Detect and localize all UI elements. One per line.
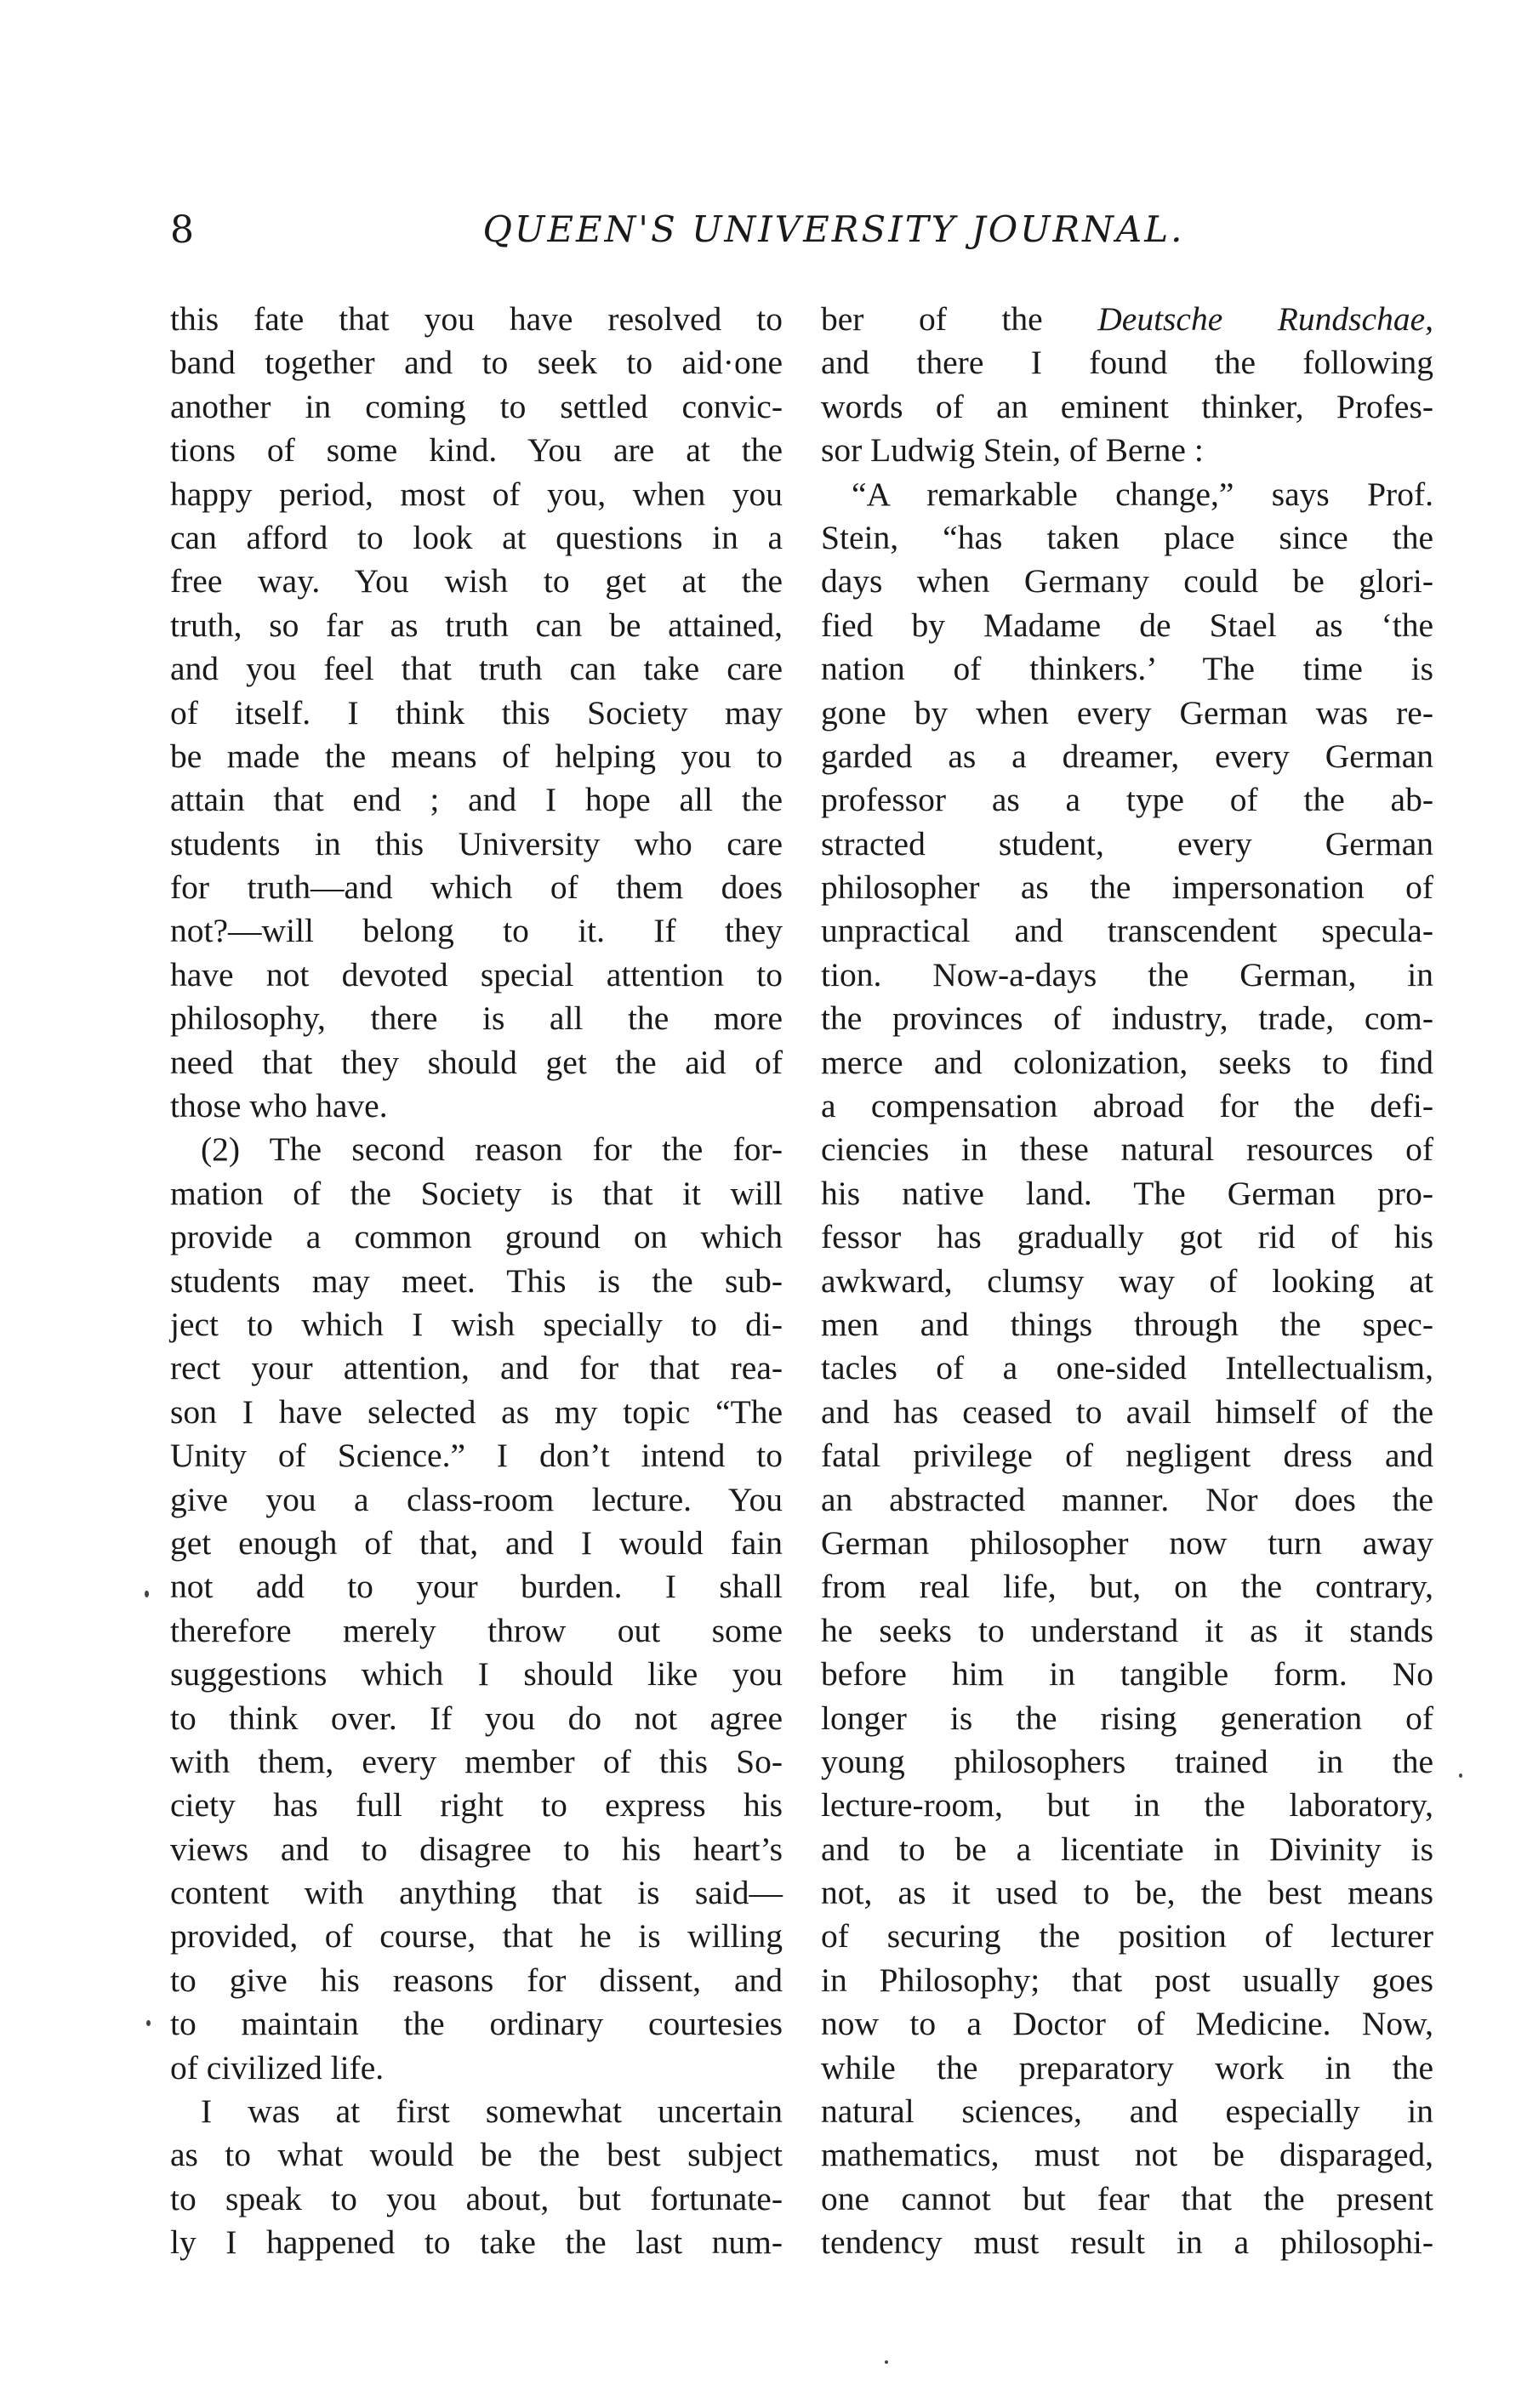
text-line: now to a Doctor of Medicine. Now, <box>821 2005 1433 2043</box>
text-line: ciety has full right to express his <box>170 1786 783 1825</box>
paper-speck <box>146 2020 151 2026</box>
text-line: to maintain the ordinary courtesies <box>170 2005 783 2043</box>
text-line: his native land. The German pro- <box>821 1174 1433 1212</box>
text-line: days when Germany could be glori- <box>821 562 1433 601</box>
text-line: not, as it used to be, the best means <box>821 1874 1433 1912</box>
text-line: as to what would be the best subject <box>170 2136 783 2174</box>
text-line: “A remarkable change,” says Prof. <box>852 475 1433 513</box>
text-line: can afford to look at questions in a <box>170 518 783 556</box>
text-line: merce and colonization, seeks to find <box>821 1043 1433 1081</box>
text-line: for truth—and which of them does <box>170 868 783 907</box>
text-line: rect your attention, and for that rea- <box>170 1349 783 1387</box>
text-line: provide a common ground on which <box>170 1218 783 1256</box>
text-line: Stein, “has taken place since the <box>821 518 1433 556</box>
text-line: and there I found the following <box>821 344 1433 382</box>
text-line: mathematics, must not be disparaged, <box>821 2136 1433 2174</box>
text-line: of itself. I think this Society may <box>170 693 783 732</box>
text-line: philosophy, there is all the more <box>170 999 783 1038</box>
text-line: tendency must result in a philosophi- <box>821 2223 1433 2262</box>
text-line: get enough of that, and I would fain <box>170 1523 783 1562</box>
text-line: from real life, but, on the contrary, <box>821 1568 1433 1606</box>
page-header <box>170 208 1429 268</box>
text-line: fied by Madame de Stael as ‘the <box>821 606 1433 644</box>
text-line: views and to disagree to his heart’s <box>170 1830 783 1868</box>
text-line: son I have selected as my topic “The <box>170 1392 783 1431</box>
text-line: have not devoted special attention to <box>170 955 783 993</box>
text-line: give you a class-room lecture. You <box>170 1480 783 1518</box>
text-line: to give his reasons for dissent, and <box>170 1961 783 1999</box>
text-line: (2) The second reason for the for- <box>201 1130 783 1169</box>
text-line: provided, of course, that he is willing <box>170 1917 783 1955</box>
text-line: fatal privilege of negligent dress and <box>821 1437 1433 1475</box>
text-line: suggestions which I should like you <box>170 1655 783 1694</box>
text-line: longer is the rising generation of <box>821 1699 1433 1737</box>
text-line: content with anything that is said— <box>170 1874 783 1912</box>
paper-speck <box>145 1591 149 1597</box>
text-line: a compensation abroad for the defi- <box>821 1087 1433 1125</box>
text-line: and to be a licentiate in Divinity is <box>821 1830 1433 1868</box>
text-line: men and things through the spec- <box>821 1305 1433 1343</box>
text-line: in Philosophy; that post usually goes <box>821 1961 1433 1999</box>
text-line: he seeks to understand it as it stands <box>821 1611 1433 1649</box>
text-line: those who have. <box>170 1087 388 1125</box>
text-line: students in this University who care <box>170 824 783 862</box>
text-line: the provinces of industry, trade, com- <box>821 999 1433 1038</box>
text-line: an abstracted manner. Nor does the <box>821 1480 1433 1518</box>
text-line: not?—will belong to it. If they <box>170 912 783 950</box>
line-text: ber of the <box>821 300 1098 338</box>
text-line: I was at first somewhat uncertain <box>201 2092 783 2131</box>
text-line: this fate that you have resolved to <box>170 300 783 338</box>
page-number: 8 <box>170 208 194 252</box>
text-line: tions of some kind. You are at the <box>170 431 783 470</box>
text-line: band together and to seek to aid·one <box>170 344 783 382</box>
text-line: with them, every member of this So- <box>170 1742 783 1780</box>
text-line: sor Ludwig Stein, of Berne : <box>821 431 1204 470</box>
text-line: happy period, most of you, when you <box>170 475 783 513</box>
text-line: be made the means of helping you to <box>170 737 783 775</box>
text-line: nation of thinkers.’ The time is <box>821 650 1433 688</box>
text-line: philosopher as the impersonation of <box>821 868 1433 907</box>
text-line: ciencies in these natural resources of <box>821 1130 1433 1169</box>
text-line: tion. Now-a-days the German, in <box>821 955 1433 993</box>
text-line: and has ceased to avail himself of the <box>821 1392 1433 1431</box>
text-line: fessor has gradually got rid of his <box>821 1218 1433 1256</box>
text-line: therefore merely throw out some <box>170 1611 783 1649</box>
text-line: before him in tangible form. No <box>821 1655 1433 1694</box>
text-line: young philosophers trained in the <box>821 1742 1433 1780</box>
text-line: of securing the position of lecturer <box>821 1917 1433 1955</box>
text-line: Unity of Science.” I don’t intend to <box>170 1437 783 1475</box>
text-line: another in coming to settled convic- <box>170 387 783 425</box>
periodical-title: Deutsche Rundschae, <box>1097 300 1433 338</box>
text-line: free way. You wish to get at the <box>170 562 783 601</box>
text-line: gone by when every German was re- <box>821 693 1433 732</box>
text-line: garded as a dreamer, every German <box>821 737 1433 775</box>
text-line <box>821 298 1433 341</box>
text-line: stracted student, every German <box>821 824 1433 862</box>
text-line: while the preparatory work in the <box>821 2048 1433 2086</box>
paper-speck <box>885 2360 888 2364</box>
text-line: professor as a type of the ab- <box>821 781 1433 819</box>
text-line: words of an eminent thinker, Profes- <box>821 387 1433 425</box>
text-line: unpractical and transcendent specula- <box>821 912 1433 950</box>
text-line: attain that end ; and I hope all the <box>170 781 783 819</box>
text-line: and you feel that truth can take care <box>170 650 783 688</box>
text-line: German philosopher now turn away <box>821 1523 1433 1562</box>
text-line: lecture-room, but in the laboratory, <box>821 1786 1433 1825</box>
paper-speck <box>1459 1773 1462 1778</box>
text-line: tacles of a one-sided Intellectualism, <box>821 1349 1433 1387</box>
text-line: need that they should get the aid of <box>170 1043 783 1081</box>
right-column <box>821 298 1433 2265</box>
text-line: not add to your burden. I shall <box>170 1568 783 1606</box>
text-line: ject to which I wish specially to di- <box>170 1305 783 1343</box>
text-line: mation of the Society is that it will <box>170 1174 783 1212</box>
text-line: of civilized life. <box>170 2048 385 2086</box>
text-line: truth, so far as truth can be attained, <box>170 606 783 644</box>
text-line: to speak to you about, but fortunate- <box>170 2179 783 2217</box>
text-line: natural sciences, and especially in <box>821 2092 1433 2131</box>
text-line: awkward, clumsy way of looking at <box>821 1261 1433 1300</box>
text-line: students may meet. This is the sub- <box>170 1261 783 1300</box>
text-line: one cannot but fear that the present <box>821 2179 1433 2217</box>
left-column <box>170 298 783 2265</box>
text-line: ly I happened to take the last num- <box>170 2223 783 2262</box>
journal-title: QUEEN'S UNIVERSITY JOURNAL. <box>482 208 1185 250</box>
text-line: to think over. If you do not agree <box>170 1699 783 1737</box>
